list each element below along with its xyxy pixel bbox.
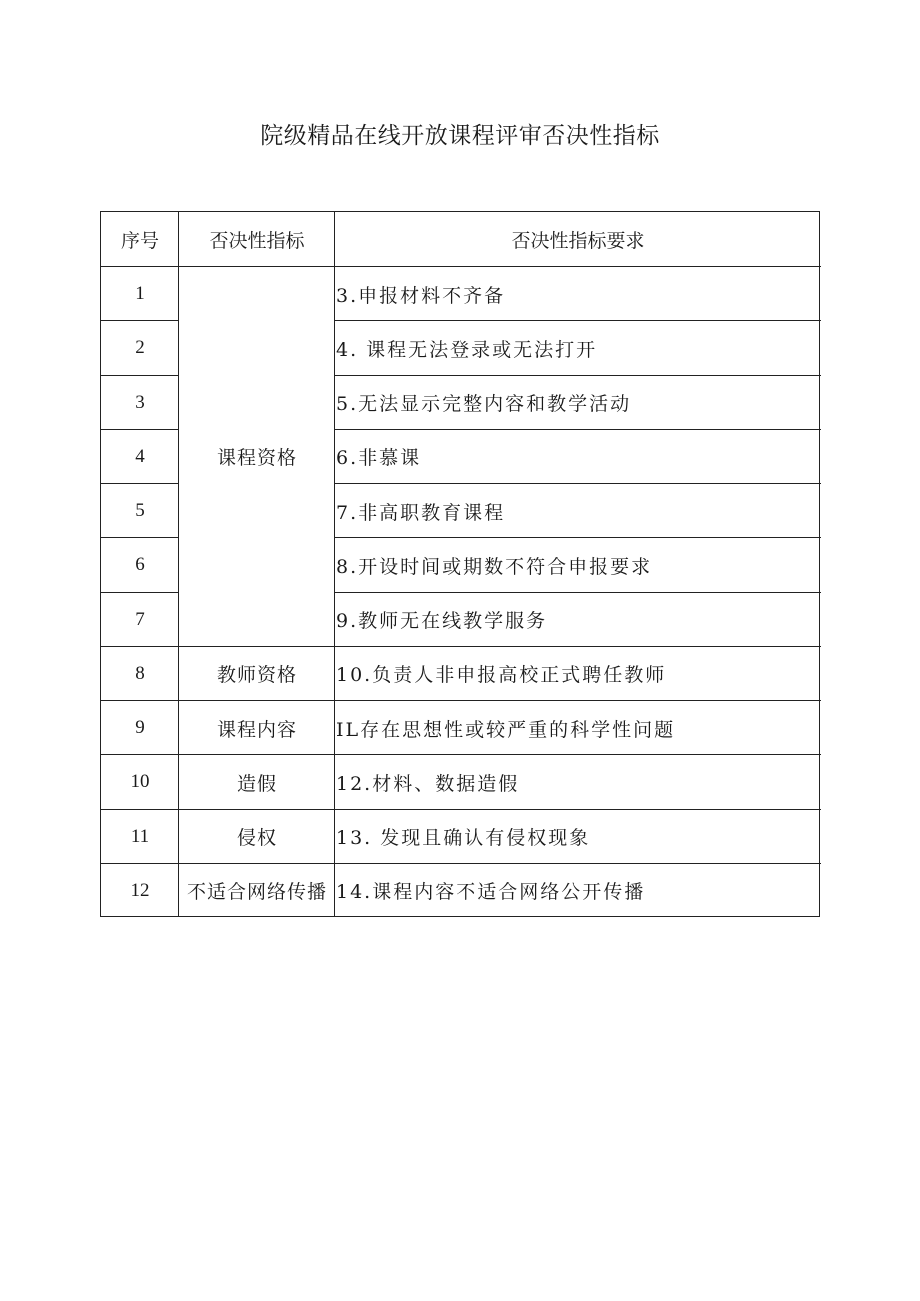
row-divider <box>335 320 821 321</box>
row-divider <box>101 809 821 810</box>
row-divider <box>101 375 179 376</box>
row-divider <box>101 320 179 321</box>
row-divider <box>101 266 821 267</box>
row-number: 6 <box>135 554 145 576</box>
requirement-cell: 13. 发现且确认有侵权现象 <box>336 827 591 850</box>
document-title: 院级精品在线开放课程评审否决性指标 <box>260 123 660 149</box>
row-divider <box>101 700 821 701</box>
row-number: 7 <box>135 608 145 630</box>
indicator-category-cell: 课程资格 <box>216 447 297 470</box>
requirement-cell: 6.非慕课 <box>336 447 422 470</box>
row-number: 8 <box>135 662 145 684</box>
row-number: 2 <box>135 337 145 359</box>
row-number: 9 <box>135 717 145 739</box>
requirement-cell: 9.教师无在线教学服务 <box>336 610 548 633</box>
column-divider <box>178 212 179 916</box>
row-divider <box>101 537 179 538</box>
requirement-cell: 14.课程内容不适合网络公开传播 <box>336 881 646 904</box>
requirement-cell: 5.无法显示完整内容和教学活动 <box>336 393 632 416</box>
row-divider <box>101 863 821 864</box>
requirement-cell: IL存在思想性或较严重的科学性问题 <box>336 718 676 741</box>
row-divider <box>335 429 821 430</box>
column-divider <box>334 212 335 916</box>
row-divider <box>335 537 821 538</box>
indicator-category-cell: 不适合网络传播 <box>186 881 327 904</box>
indicator-category-cell: 造假 <box>236 772 277 795</box>
header-indicator: 否决性指标 <box>209 230 305 252</box>
row-number: 3 <box>135 391 145 413</box>
row-number: 11 <box>130 825 150 847</box>
row-divider <box>335 375 821 376</box>
header-no: 序号 <box>120 230 159 252</box>
row-divider <box>335 592 821 593</box>
indicator-category-cell: 教师资格 <box>216 664 297 687</box>
requirement-cell: 12.材料、数据造假 <box>336 772 520 795</box>
row-divider <box>101 429 179 430</box>
row-number: 1 <box>135 283 145 305</box>
row-divider <box>101 592 179 593</box>
row-divider <box>101 754 821 755</box>
requirement-cell: 3.申报材料不齐备 <box>336 284 506 307</box>
veto-indicator-table <box>100 211 820 917</box>
row-number: 10 <box>130 771 150 793</box>
requirement-cell: 10.负责人非申报高校正式聘任教师 <box>336 664 667 687</box>
row-number: 5 <box>135 500 145 522</box>
indicator-category-cell: 课程内容 <box>216 718 297 741</box>
row-divider <box>335 483 821 484</box>
header-requirement: 否决性指标要求 <box>511 230 645 252</box>
row-divider <box>101 646 821 647</box>
requirement-cell: 7.非高职教育课程 <box>336 501 506 524</box>
row-divider <box>101 483 179 484</box>
indicator-category-cell: 侵权 <box>236 827 277 850</box>
row-number: 4 <box>135 445 145 467</box>
requirement-cell: 8.开设时间或期数不符合申报要求 <box>336 555 653 578</box>
requirement-cell: 4. 课程无法登录或无法打开 <box>336 338 598 361</box>
row-number: 12 <box>130 879 150 901</box>
